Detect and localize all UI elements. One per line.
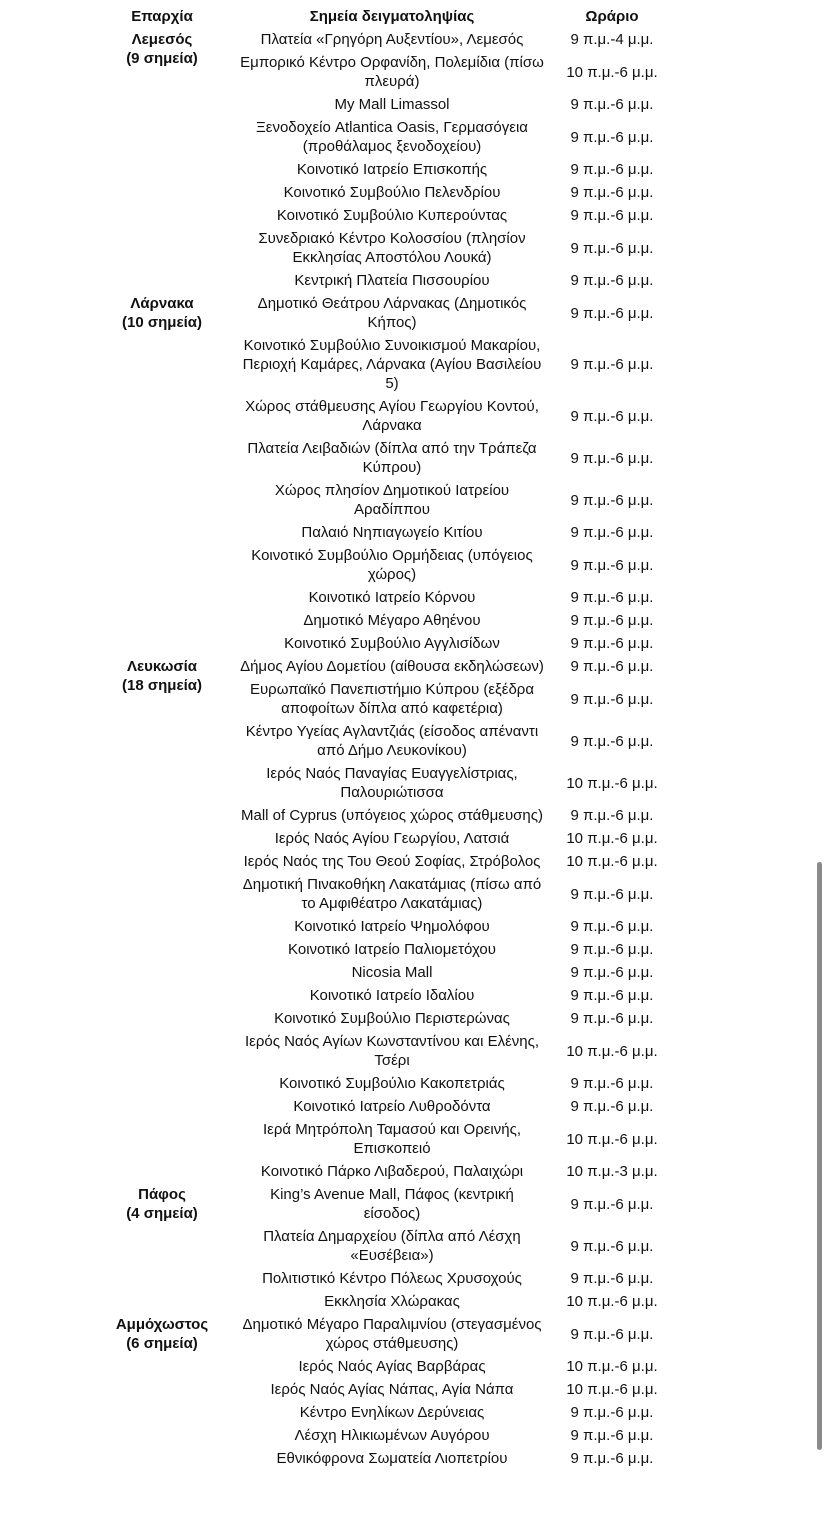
hours-cell: 9 π.μ.-6 μ.μ. (570, 635, 654, 652)
province-name: Πάφος (138, 1186, 186, 1203)
sampling-point-cell: Κέντρο Υγείας Αγλαντζιάς (είσοδος απέναντι από Δήμο Λευκονίκου) (245, 723, 539, 759)
sampling-point-cell: Χώρος στάθμευσης Αγίου Γεωργίου Κοντού, Λάρνακα (245, 398, 539, 434)
hours-cell: 10 π.μ.-6 μ.μ. (566, 853, 658, 870)
sampling-point-cell: Ιερός Ναός Αγίου Γεωργίου, Λατσιά (274, 830, 510, 847)
province-cell (88, 1313, 236, 1470)
sampling-point-cell: Εθνικόφρονα Σωματεία Λιοπετρίου (276, 1450, 508, 1467)
hours-cell: 10 π.μ.-6 μ.μ. (566, 830, 658, 847)
hours-cell: 9 π.μ.-6 μ.μ. (570, 272, 654, 289)
sampling-point-cell: Κοινοτικό Συμβούλιο Πελενδρίου (283, 184, 501, 201)
sampling-point-cell: Λέσχη Ηλικιωμένων Αυγόρου (294, 1427, 490, 1444)
province-cell (88, 1183, 236, 1313)
document-page (0, 5, 828, 1535)
hours-cell: 10 π.μ.-3 μ.μ. (566, 1163, 658, 1180)
sampling-point-cell: Δημοτικό Μέγαρο Παραλιμνίου (στεγασμένος χώρος στάθμευσης) (242, 1316, 542, 1352)
hours-cell: 10 π.μ.-6 μ.μ. (566, 1358, 658, 1375)
sampling-point-cell: Συνεδριακό Κέντρο Κολοσσίου (πλησίον Εκκλησίας Αποστόλου Λουκά) (258, 230, 526, 266)
province-count: (18 σημεία) (122, 677, 202, 694)
sampling-point-cell: Δήμος Αγίου Δομετίου (αίθουσα εκδηλώσεων) (240, 658, 544, 675)
sampling-point-cell: Κοινοτικό Ιατρείο Ψημολόφου (294, 918, 490, 935)
hours-cell: 9 π.μ.-6 μ.μ. (570, 356, 654, 373)
sampling-point-cell: Πλατεία Δημαρχείου (δίπλα από Λέσχη «Ευσέβεια») (263, 1228, 521, 1264)
hours-cell: 9 π.μ.-6 μ.μ. (570, 556, 654, 574)
column-header-points: Σημεία δειγματοληψίας (309, 8, 475, 25)
province-count: (6 σημεία) (126, 1335, 198, 1352)
sampling-point-cell: Εμπορικό Κέντρο Ορφανίδη, Πολεμίδια (πίσω πλευρά) (240, 54, 544, 90)
sampling-point-cell: Πλατεία Λειβαδιών (δίπλα από την Τράπεζα Κύπρου) (247, 440, 537, 476)
sampling-point-cell: Παλαιό Νηπιαγωγείο Κιτίου (301, 524, 483, 541)
sampling-point-cell: Κοινοτικό Πάρκο Λιβαδερού, Παλαιχώρι (260, 1163, 524, 1180)
hours-cell: 9 π.μ.-6 μ.μ. (570, 964, 654, 981)
hours-cell: 9 π.μ.-6 μ.μ. (570, 1450, 654, 1467)
hours-cell: 9 π.μ.-6 μ.μ. (570, 96, 654, 113)
column-header-province: Επαρχία (131, 8, 193, 25)
sampling-point-cell: Κοινοτικό Συμβούλιο Ορμήδειας (υπόγειος χώρος) (251, 547, 533, 583)
hours-cell: 9 π.μ.-6 μ.μ. (570, 449, 654, 467)
table-row (88, 1183, 676, 1225)
hours-cell: 10 π.μ.-6 μ.μ. (566, 1381, 658, 1398)
hours-cell: 9 π.μ.-6 μ.μ. (570, 1237, 654, 1255)
hours-cell: 9 π.μ.-6 μ.μ. (570, 304, 654, 322)
hours-cell: 9 π.μ.-6 μ.μ. (570, 941, 654, 958)
hours-cell: 9 π.μ.-6 μ.μ. (570, 524, 654, 541)
sampling-point-cell: Κοινοτικό Ιατρείο Κόρνου (308, 589, 476, 606)
hours-cell: 9 π.μ.-6 μ.μ. (570, 1404, 654, 1421)
sampling-point-cell: Κοινοτικό Ιατρείο Παλιομετόχου (288, 941, 496, 958)
province-count: (4 σημεία) (126, 1205, 198, 1222)
sampling-point-cell: Ξενοδοχείο Atlantica Oasis, Γερμασόγεια (προθάλαμος ξενοδοχείου) (256, 119, 528, 155)
sampling-table-body (88, 28, 676, 1470)
hours-cell: 10 π.μ.-6 μ.μ. (566, 1293, 658, 1310)
province-cell (88, 655, 236, 1183)
sampling-point-cell: My Mall Limassol (334, 96, 450, 113)
sampling-point-cell: Ευρωπαϊκό Πανεπιστήμιο Κύπρου (εξέδρα αποφοίτων δίπλα από καφετέρια) (249, 681, 535, 717)
table-row (88, 1313, 676, 1355)
hours-cell: 10 π.μ.-6 μ.μ. (566, 774, 658, 792)
vertical-scrollbar-thumb[interactable] (817, 862, 822, 1450)
hours-cell: 9 π.μ.-6 μ.μ. (570, 1098, 654, 1115)
sampling-point-cell: Ιερός Ναός της Του Θεού Σοφίας, Στρόβολος (243, 853, 541, 870)
sampling-point-cell: Κοινοτικό Συμβούλιο Κακοπετριάς (279, 1075, 505, 1092)
hours-cell: 9 π.μ.-6 μ.μ. (570, 987, 654, 1004)
sampling-point-cell: Κεντρική Πλατεία Πισσουρίου (294, 272, 490, 289)
hours-cell: 10 π.μ.-6 μ.μ. (566, 1130, 658, 1148)
sampling-point-cell: Κοινοτικό Συμβούλιο Αγγλισίδων (284, 635, 500, 652)
province-name: Λάρνακα (130, 295, 194, 312)
sampling-point-cell: Ιερά Μητρόπολη Ταμασού και Ορεινής, Επισκοπειό (262, 1121, 521, 1157)
hours-cell: 9 π.μ.-6 μ.μ. (570, 407, 654, 425)
hours-cell: 9 π.μ.-6 μ.μ. (570, 491, 654, 509)
hours-cell: 9 π.μ.-6 μ.μ. (570, 885, 654, 903)
table-row (88, 292, 676, 334)
hours-cell: 9 π.μ.-6 μ.μ. (570, 184, 654, 201)
hours-cell: 9 π.μ.-6 μ.μ. (570, 612, 654, 629)
sampling-point-cell: Κέντρο Ενηλίκων Δερύνειας (299, 1404, 485, 1421)
sampling-point-cell: Nicosia Mall (351, 964, 433, 981)
sampling-point-cell: Mall of Cyprus (υπόγειος χώρος στάθμευσης) (241, 807, 543, 824)
sampling-point-cell: Κοινοτικό Ιατρείο Ιδαλίου (309, 987, 475, 1004)
sampling-point-cell: Δημοτικό Θεάτρου Λάρνακας (Δημοτικός Κήπος) (257, 295, 527, 331)
hours-cell: 9 π.μ.-6 μ.μ. (570, 1270, 654, 1287)
hours-cell: 9 π.μ.-6 μ.μ. (570, 690, 654, 708)
column-header-hours: Ωράριο (585, 8, 639, 25)
sampling-point-cell: Χώρος πλησίον Δημοτικού Ιατρείου Αραδίππου (274, 482, 510, 518)
hours-cell: 9 π.μ.-6 μ.μ. (570, 128, 654, 146)
hours-cell: 9 π.μ.-6 μ.μ. (570, 1010, 654, 1027)
province-name: Αμμόχωστος (115, 1316, 209, 1333)
hours-cell: 9 π.μ.-6 μ.μ. (570, 207, 654, 224)
sampling-point-cell: Πλατεία «Γρηγόρη Αυξεντίου», Λεμεσός (260, 31, 524, 48)
sampling-point-cell: Ιερός Ναός Αγίων Κωνσταντίνου και Ελένης, Τσέρι (244, 1033, 540, 1069)
hours-cell: 9 π.μ.-6 μ.μ. (570, 1325, 654, 1343)
sampling-point-cell: Δημοτική Πινακοθήκη Λακατάμιας (πίσω από το Αμφιθέατρο Λακατάμιας) (242, 876, 542, 912)
hours-cell: 9 π.μ.-6 μ.μ. (570, 1427, 654, 1444)
sampling-point-cell: Κοινοτικό Συμβούλιο Περιστερώνας (274, 1010, 510, 1027)
sampling-point-cell: Εκκλησία Χλώρακας (324, 1293, 460, 1310)
sampling-point-cell: Κοινοτικό Συμβούλιο Κυπερούντας (276, 207, 508, 224)
table-row (88, 28, 676, 51)
sampling-point-cell: Κοινοτικό Συμβούλιο Συνοικισμού Μακαρίου, Περιοχή Καμάρες, Λάρνακα (Αγίου Βασιλείου 5) (242, 337, 542, 392)
sampling-point-cell: Ιερός Ναός Αγίας Βαρβάρας (298, 1358, 486, 1375)
hours-cell: 9 π.μ.-6 μ.μ. (570, 732, 654, 750)
table-row (88, 655, 676, 678)
hours-cell: 10 π.μ.-6 μ.μ. (566, 63, 658, 81)
table-header-row (88, 5, 676, 28)
hours-cell: 9 π.μ.-6 μ.μ. (570, 658, 654, 675)
hours-cell: 9 π.μ.-4 μ.μ. (570, 31, 654, 48)
hours-cell: 9 π.μ.-6 μ.μ. (570, 918, 654, 935)
hours-cell: 9 π.μ.-6 μ.μ. (570, 807, 654, 824)
hours-cell: 9 π.μ.-6 μ.μ. (570, 161, 654, 178)
sampling-point-cell: Ιερός Ναός Αγίας Νάπας, Αγία Νάπα (270, 1381, 514, 1398)
sampling-point-cell: Δημοτικό Μέγαρο Αθηένου (303, 612, 481, 629)
hours-cell: 9 π.μ.-6 μ.μ. (570, 1195, 654, 1213)
province-count: (9 σημεία) (126, 50, 198, 67)
province-count: (10 σημεία) (122, 314, 202, 331)
hours-cell: 9 π.μ.-6 μ.μ. (570, 239, 654, 257)
sampling-point-cell: Πολιτιστικό Κέντρο Πόλεως Χρυσοχούς (262, 1270, 522, 1287)
hours-cell: 9 π.μ.-6 μ.μ. (570, 1075, 654, 1092)
province-name: Λεμεσός (131, 31, 193, 48)
province-cell (88, 28, 236, 292)
sampling-points-table (88, 5, 676, 1470)
sampling-point-cell: Ιερός Ναός Παναγίας Ευαγγελίστριας, Παλουριώτισσα (266, 765, 518, 801)
hours-cell: 9 π.μ.-6 μ.μ. (570, 589, 654, 606)
sampling-point-cell: Κοινοτικό Ιατρείο Επισκοπής (296, 161, 488, 178)
province-cell (88, 292, 236, 655)
sampling-point-cell: Κοινοτικό Ιατρείο Λυθροδόντα (293, 1098, 491, 1115)
hours-cell: 10 π.μ.-6 μ.μ. (566, 1042, 658, 1060)
sampling-point-cell: King’s Avenue Mall, Πάφος (κεντρική είσοδος) (270, 1186, 514, 1222)
province-name: Λευκωσία (126, 658, 198, 675)
